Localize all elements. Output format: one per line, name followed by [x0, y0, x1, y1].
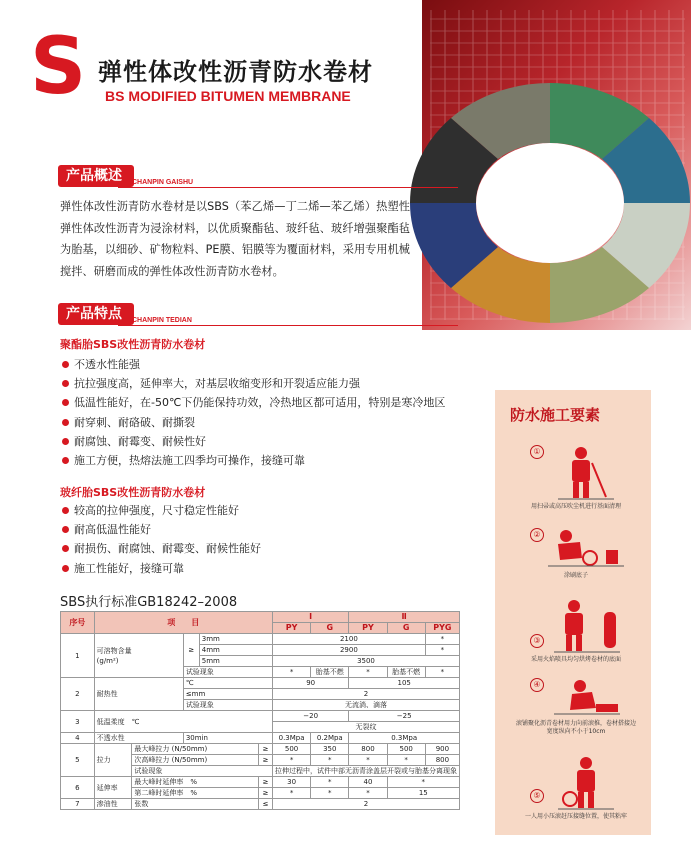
cell: 2100 — [272, 634, 425, 645]
cell: 3500 — [272, 656, 459, 667]
row-unit: (g/m²) — [96, 656, 119, 665]
cell: * — [349, 667, 387, 678]
cell: 15 — [387, 788, 459, 799]
row-op: ≥ — [259, 777, 273, 788]
features-heading — [58, 303, 418, 327]
row-sub: 试验现象 — [132, 766, 273, 777]
step-number: ⑤ — [530, 789, 544, 803]
cell: 500 — [387, 744, 425, 755]
row-name: 低温柔度 ℃ — [94, 711, 272, 733]
group2-title: 玻纤胎SBS改性沥青防水卷材 — [60, 486, 206, 499]
overview-tag: 产品概述 — [58, 165, 134, 187]
table-row — [61, 634, 460, 645]
cell: 900 — [425, 744, 459, 755]
row-no: 1 — [61, 634, 95, 678]
cell: 胎基不燃 — [311, 667, 349, 678]
row-name: 可溶物含量 — [96, 646, 132, 655]
group1-title: 聚酯胎SBS改性沥青防水卷材 — [60, 338, 206, 351]
cell: 0.3Mpa — [349, 733, 460, 744]
worker-torch-icon — [552, 598, 622, 654]
cell: 40 — [349, 777, 387, 788]
step-1 — [516, 445, 636, 515]
group2-list — [60, 501, 470, 578]
cell: * — [272, 755, 310, 766]
row-sub: ≤mm — [183, 689, 272, 700]
step-2 — [516, 528, 636, 588]
row-op: ≥ — [259, 788, 273, 799]
row-sub: 5mm — [199, 656, 272, 667]
cell: 105 — [349, 678, 460, 689]
table-row — [61, 678, 460, 689]
table-row — [61, 733, 460, 744]
row-no: 3 — [61, 711, 95, 733]
table-header-row — [61, 612, 460, 623]
row-op: ≥ — [183, 634, 199, 667]
cell: 350 — [311, 744, 349, 755]
row-op: ≤ — [259, 799, 273, 810]
row-sub: 试验现象 — [183, 667, 272, 678]
features-pinyin: CHANPIN TEDIAN — [132, 317, 192, 324]
row-sub: 4mm — [199, 645, 272, 656]
header-big-letter: S — [30, 22, 87, 112]
cell: 0.2Mpa — [311, 733, 349, 744]
list-item: 施工方便，热熔法施工四季均可操作，接缝可靠 — [60, 451, 470, 470]
step-caption: 用扫帚或高压吹尘机进行基面清理 — [530, 503, 621, 510]
divider — [118, 325, 458, 326]
cell: * — [425, 645, 459, 656]
step-caption: 一人用小压滚赶压接缝位置，使其粘牢 — [524, 813, 627, 820]
row-name: 拉力 — [94, 744, 132, 777]
list-item: 抗拉强度高，延伸率大，对基层收缩变形和开裂适应能力强 — [60, 374, 470, 393]
header-group-2: Ⅱ — [349, 612, 460, 623]
list-item: 耐穿刺、耐硌破、耐撕裂 — [60, 413, 470, 432]
row-name: 延伸率 — [94, 777, 132, 799]
page-subtitle: BS MODIFIED BITUMEN MEMBRANE — [105, 88, 351, 104]
step-5 — [516, 755, 636, 825]
row-sub: 3mm — [199, 634, 272, 645]
features-tag: 产品特点 — [58, 303, 134, 325]
row-sub: 30min — [183, 733, 272, 744]
cell: 500 — [272, 744, 310, 755]
cell: * — [311, 777, 349, 788]
list-item: 较高的拉伸强度，尺寸稳定性能好 — [60, 501, 470, 520]
header-py: PY — [349, 623, 387, 634]
worker-laying-icon — [552, 678, 622, 716]
list-item: 不透水性能强 — [60, 355, 470, 374]
header-g: G — [311, 623, 349, 634]
row-no: 2 — [61, 678, 95, 711]
membrane-swatch-ring — [400, 78, 690, 338]
cell: 2 — [272, 799, 459, 810]
group1-list — [60, 355, 470, 470]
list-item: 耐损伤、耐腐蚀、耐霉变、耐候性能好 — [60, 539, 470, 558]
table-row — [61, 777, 460, 788]
row-no: 5 — [61, 744, 95, 777]
header-group-1: Ⅰ — [272, 612, 348, 623]
overview-heading — [58, 165, 418, 189]
worker-rolling-icon — [546, 528, 626, 568]
cell: * — [387, 777, 459, 788]
row-sub: 第二峰时延伸率 % — [132, 788, 259, 799]
list-item: 低温性能好，在-50℃下仍能保持功效，冷热地区都可适用，特别是寒冷地区 — [60, 393, 470, 412]
cell: * — [349, 755, 387, 766]
cell: * — [311, 788, 349, 799]
table-row — [61, 799, 460, 810]
cell: 无流淌、滴落 — [272, 700, 459, 711]
cell: 拉伸过程中，试件中部无沥青涂盖层开裂或与胎基分离现象 — [272, 766, 459, 777]
cell: 90 — [272, 678, 348, 689]
row-label — [94, 634, 183, 678]
cell: 胎基不燃 — [387, 667, 425, 678]
cell: −25 — [349, 711, 460, 722]
row-no: 7 — [61, 799, 95, 810]
step-number: ④ — [530, 678, 544, 692]
page-title: 弹性体改性沥青防水卷材 — [98, 58, 373, 86]
worker-pressing-icon — [556, 755, 616, 811]
cell: 2 — [272, 689, 459, 700]
row-sub: 最大峰时延伸率 % — [132, 777, 259, 788]
header-item: 项 目 — [94, 612, 272, 634]
step-number: ③ — [530, 634, 544, 648]
cell: * — [311, 755, 349, 766]
step-caption: 滚铺聚化沥青卷材用力向前滚推，卷材搭接边宽度纵向不小于10cm — [516, 720, 637, 735]
list-item: 耐腐蚀、耐霉变、耐候性好 — [60, 432, 470, 451]
step-3 — [516, 598, 636, 668]
cell: * — [349, 788, 387, 799]
step-4 — [516, 678, 636, 748]
step-caption: 涂刷底子 — [563, 572, 588, 579]
cell: * — [272, 788, 310, 799]
standard-table — [60, 611, 460, 810]
worker-sweeping-icon — [556, 445, 616, 500]
cell: 800 — [425, 755, 459, 766]
table-row — [61, 744, 460, 755]
cell: * — [272, 667, 310, 678]
list-item: 施工性能好，接缝可靠 — [60, 559, 470, 578]
row-sub: 试验现象 — [183, 700, 272, 711]
list-item: 耐高低温性能好 — [60, 520, 470, 539]
row-sub: 张数 — [132, 799, 259, 810]
cell: 无裂纹 — [272, 722, 459, 733]
standard-title: SBS执行标准GB18242–2008 — [60, 595, 238, 610]
header-g: G — [387, 623, 425, 634]
cell: 0.3Mpa — [272, 733, 310, 744]
cell: * — [425, 634, 459, 645]
row-no: 4 — [61, 733, 95, 744]
overview-text: 弹性体改性沥青防水卷材是以SBS（苯乙烯—丁二烯—苯乙烯）热塑性弹性体改性沥青为浸涂材料，以优质聚酯毡、玻纤毡、玻纤增强聚酯毡为胎基，以细砂、矿物粒料、PE膜、铝膜等为覆面材料，采用专用机械搅拌、研磨而成的弹性体改性沥青防水卷材。 — [60, 200, 410, 278]
row-sub: ℃ — [183, 678, 272, 689]
row-op: ≥ — [259, 744, 273, 755]
row-sub: 最大峰拉力 (N/50mm) — [132, 744, 259, 755]
panel-title: 防水施工要素 — [510, 406, 601, 424]
row-op: ≥ — [259, 755, 273, 766]
step-caption: 采用火焰喷具均匀烘烤卷材的底面 — [530, 656, 621, 663]
header-py: PY — [272, 623, 310, 634]
cell: * — [387, 755, 425, 766]
divider — [118, 187, 458, 188]
step-number: ① — [530, 445, 544, 459]
header-pyg: PYG — [425, 623, 459, 634]
row-no: 6 — [61, 777, 95, 799]
cell: * — [425, 667, 459, 678]
cell: −20 — [272, 711, 348, 722]
row-sub: 次高峰拉力 (N/50mm) — [132, 755, 259, 766]
row-name: 耐热性 — [94, 678, 183, 711]
cell: 30 — [272, 777, 310, 788]
cell: 800 — [349, 744, 387, 755]
ring-center — [476, 143, 624, 263]
overview-pinyin: CHANPIN GAISHU — [132, 179, 194, 186]
header-no: 序号 — [61, 612, 95, 634]
row-name: 渗油性 — [94, 799, 132, 810]
table-row — [61, 711, 460, 722]
step-number: ② — [530, 528, 544, 542]
row-name: 不透水性 — [94, 733, 183, 744]
cell: 2900 — [272, 645, 425, 656]
